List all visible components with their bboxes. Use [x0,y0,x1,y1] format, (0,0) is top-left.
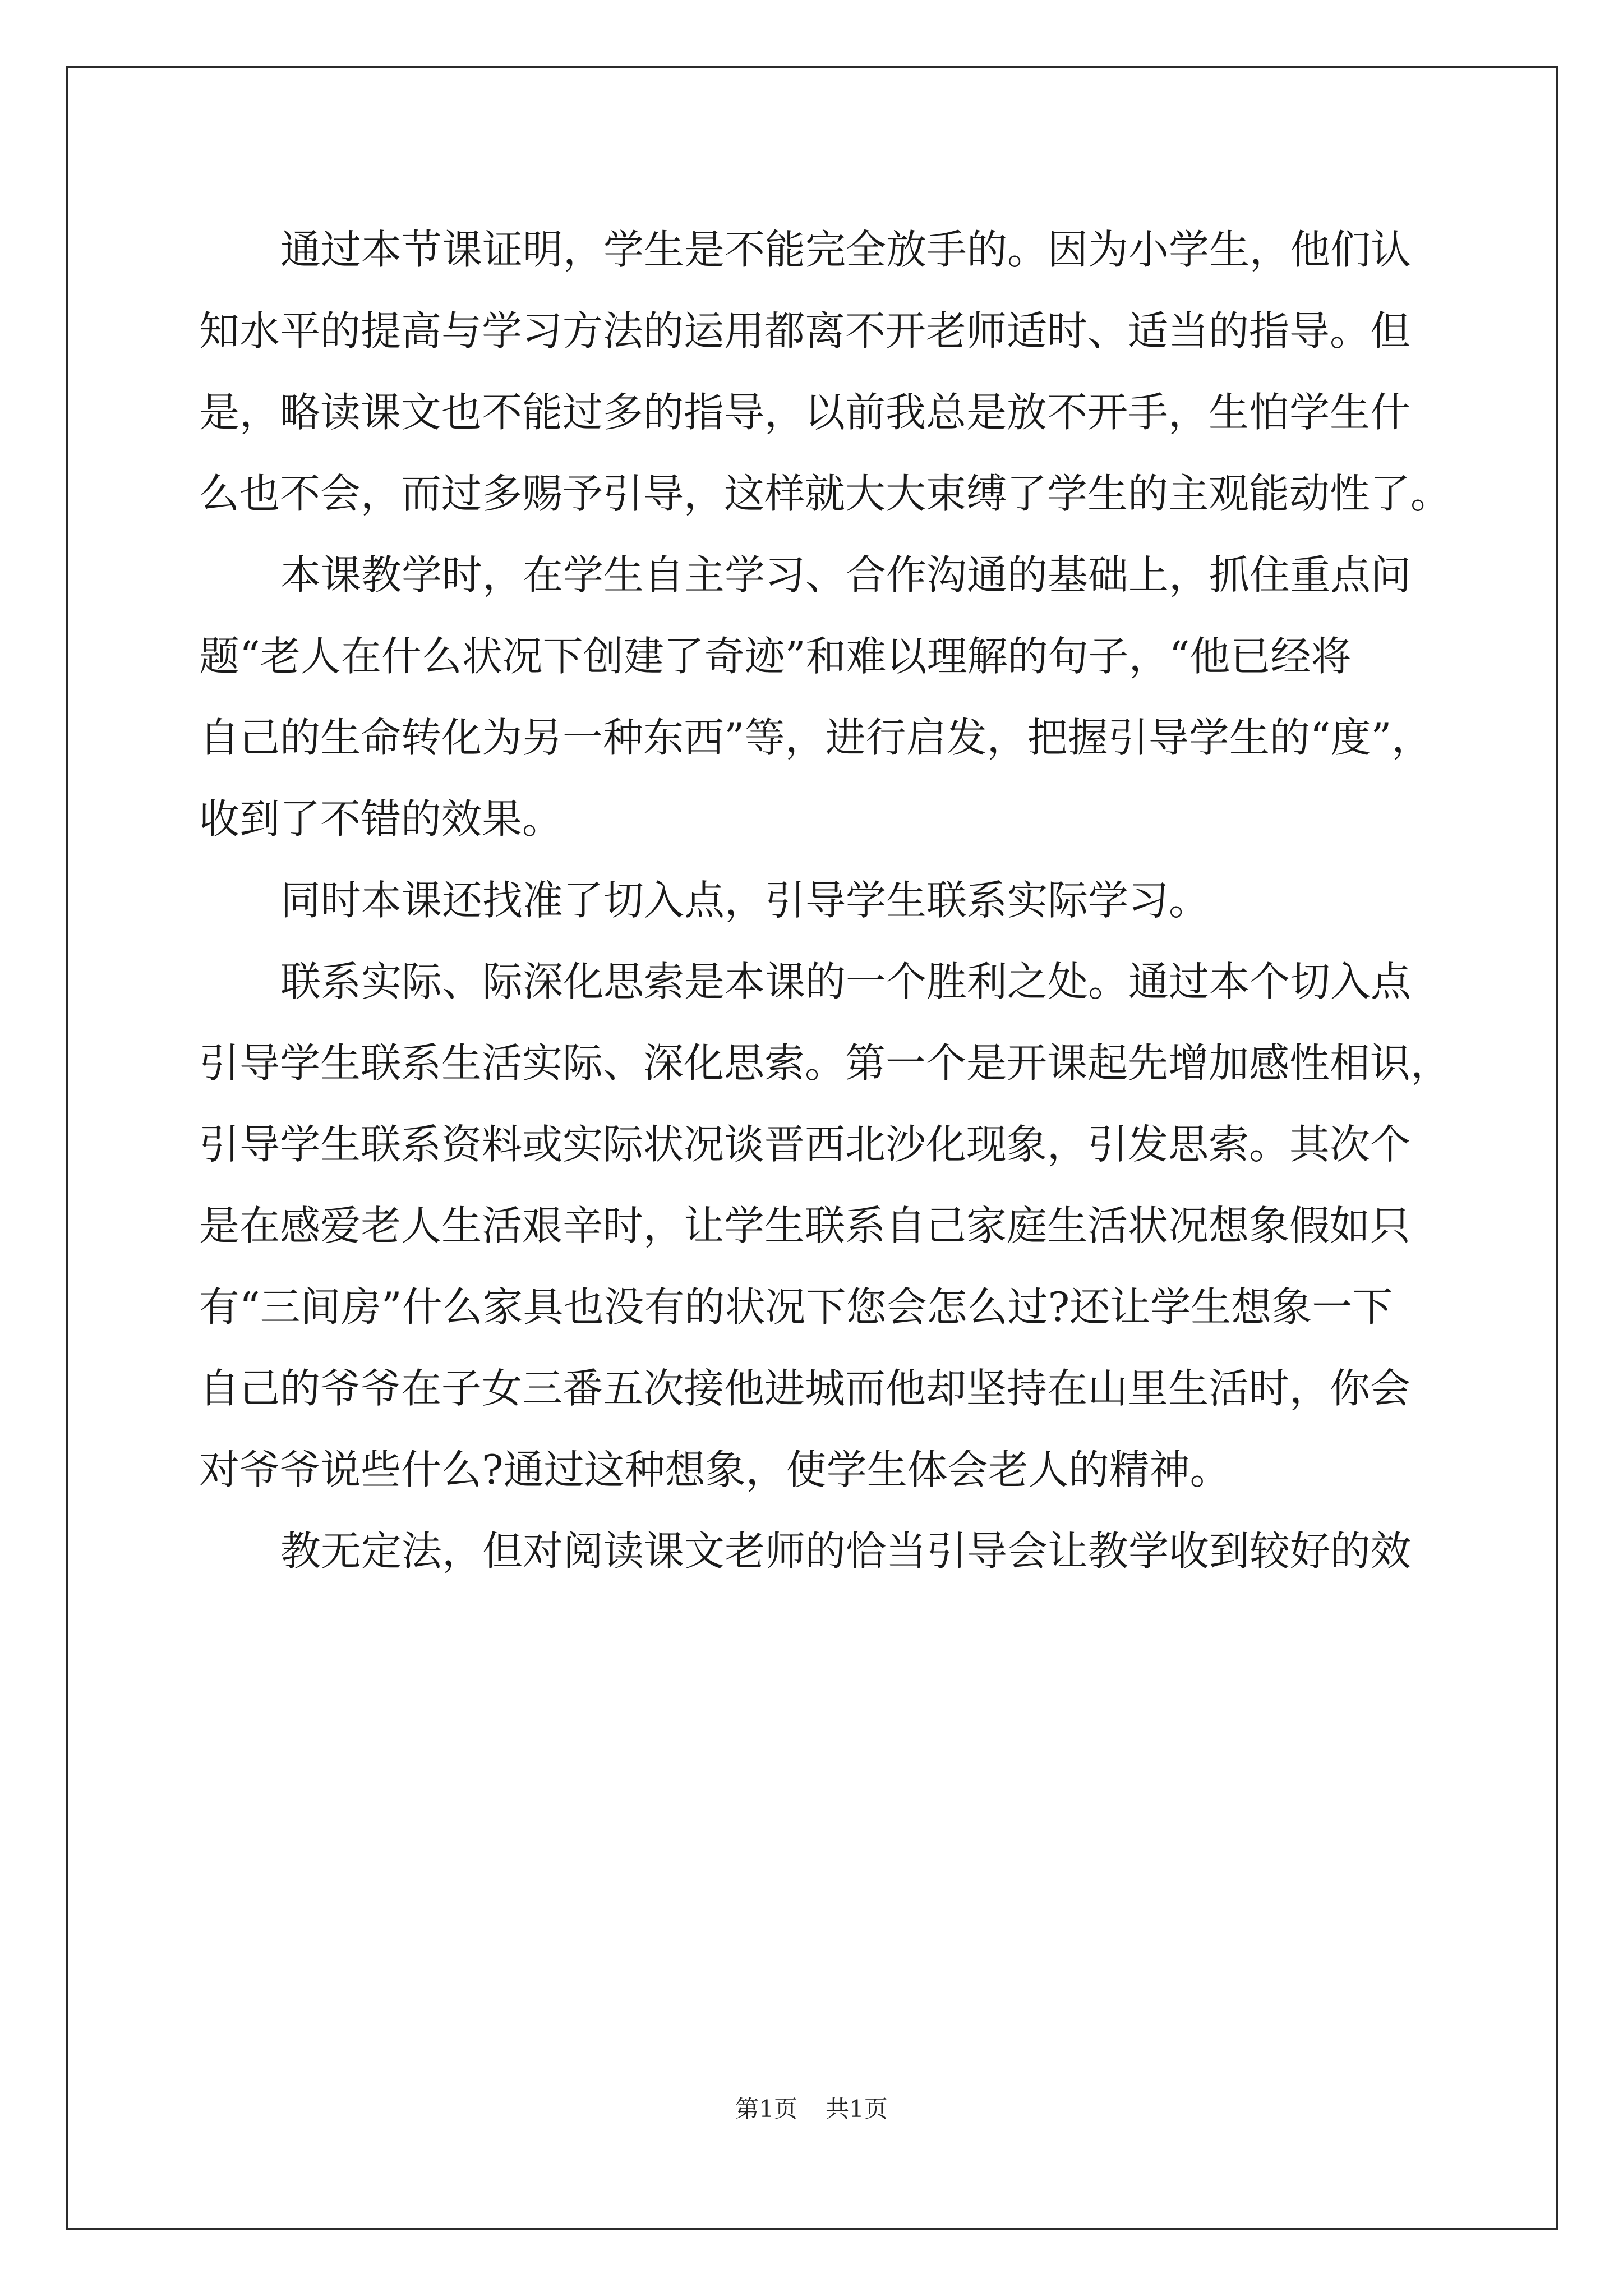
paragraph-2-line-1: 本课教学时，在学生自主学习、合作沟通的基础上，抓住重点问 [280,551,1412,599]
paragraph-4-line-6: 自己的爷爷在子女三番五次接他进城而他却坚持在山里生活时，你会 [199,1365,1411,1412]
paragraph-4-line-7: 对爷爷说些什么?通过这种想象，使学生体会老人的精神。 [199,1446,1230,1493]
paragraph-1-line-2: 知水平的提高与学习方法的运用都离不开老师适时、适当的指导。但 [199,307,1411,355]
page-footer [0,2095,1623,2123]
paragraph-2-line-3: 自己的生命转化为另一种东西”等，进行启发，把握引导学生的“度”， [199,714,1432,761]
paragraph-1-line-1: 通过本节课证明，学生是不能完全放手的。因为小学生，他们认 [280,226,1412,273]
paragraph-2-line-2: 题“老人在什么状况下创建了奇迹”和难以理解的句子，“他已经将 [199,633,1352,680]
paragraph-5-line-1: 教无定法，但对阅读课文老师的恰当引导会让教学收到较好的效 [280,1527,1412,1575]
paragraph-4-line-3: 引导学生联系资料或实际状况谈晋西北沙化现象，引发思索。其次个 [199,1121,1411,1168]
paragraph-4-line-4: 是在感爱老人生活艰辛时，让学生联系自己家庭生活状况想象假如只 [199,1202,1411,1249]
paragraph-3-line-1: 同时本课还找准了切入点，引导学生联系实际学习。 [280,877,1210,924]
paragraph-2-line-4: 收到了不错的效果。 [199,795,563,843]
paragraph-4-line-5: 有“三间房”什么家具也没有的状况下您会怎么过?还让学生想象一下 [199,1283,1393,1331]
paragraph-4-line-1: 联系实际、际深化思索是本课的一个胜利之处。通过本个切入点 [280,958,1412,1005]
paragraph-1-line-3: 是，略读课文也不能过多的指导，以前我总是放不开手，生怕学生什 [199,389,1411,436]
paragraph-4-line-2: 引导学生联系生活实际、深化思索。第一个是开课起先增加感性相识， [199,1039,1451,1087]
paragraph-1-line-4: 么也不会，而过多赐予引导，这样就大大束缚了学生的主观能动性了。 [199,470,1451,517]
page-number: 第1页 [735,2095,797,2123]
total-pages: 共1页 [826,2095,888,2123]
